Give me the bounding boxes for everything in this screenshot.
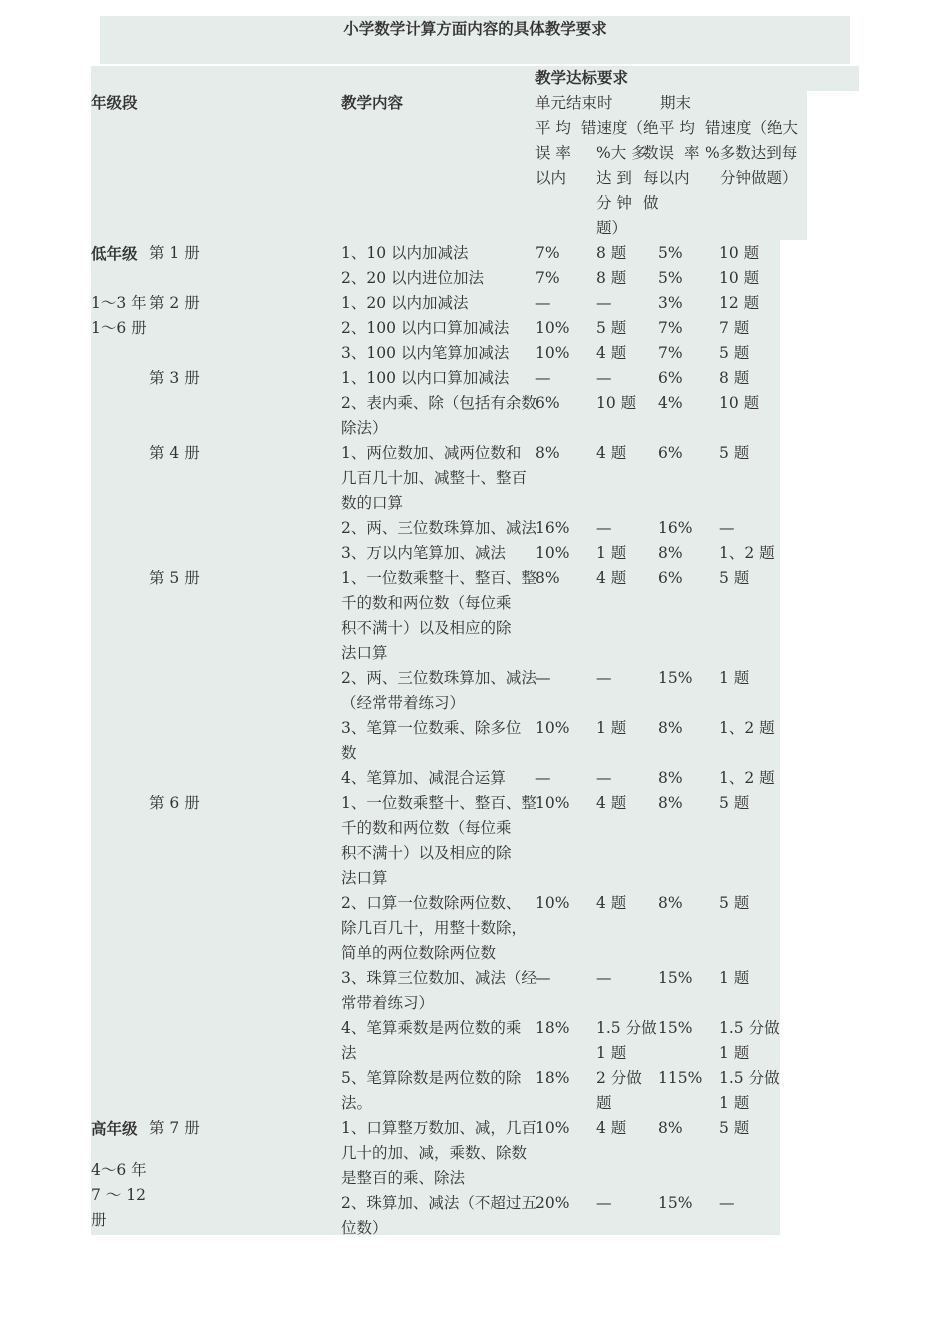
row-unit-speed: —: [596, 969, 612, 987]
header-term-speed: 错速度（绝大: [705, 119, 799, 137]
row-term-error: 6%: [658, 369, 683, 387]
row-content: 除法）: [341, 419, 388, 437]
row-term-speed: 5 题: [719, 894, 750, 912]
header-grade-band: 年级段: [91, 94, 138, 112]
row-content: 几百几十加、减整十、整百: [341, 469, 528, 487]
book-label: 第 6 册: [149, 794, 200, 812]
row-term-error: 5%: [658, 244, 683, 262]
row-unit-error: —: [535, 769, 551, 787]
grade-group-lower: 1～6 册: [91, 319, 147, 337]
row-term-error: 5%: [658, 269, 683, 287]
row-content: 位数）: [341, 1219, 388, 1237]
header-term-speed: %多数达到每: [705, 144, 798, 162]
header-unit-error-rate: 以内: [535, 169, 567, 187]
row-unit-speed: —: [596, 519, 612, 537]
row-unit-speed: —: [596, 294, 612, 312]
row-content: 2、珠算加、减法（不超过五: [341, 1194, 537, 1212]
row-unit-speed: —: [596, 369, 612, 387]
row-content: 是整百的乘、除法: [341, 1169, 466, 1187]
row-term-speed: 1 题: [719, 969, 750, 987]
row-term-error: 15%: [658, 969, 693, 987]
row-unit-speed: 8 题: [596, 244, 627, 262]
row-unit-speed: 4 题: [596, 569, 627, 587]
row-content: 2、100 以内口算加减法: [341, 319, 510, 337]
row-unit-speed: 5 题: [596, 319, 627, 337]
row-content: 3、100 以内笔算加减法: [341, 344, 510, 362]
row-term-error: 15%: [658, 1194, 693, 1212]
row-term-speed: 1 题: [719, 1094, 750, 1112]
row-term-error: 16%: [658, 519, 693, 537]
row-term-error: 8%: [658, 544, 683, 562]
row-term-speed: 10 题: [719, 244, 760, 262]
row-content: 2、20 以内进位加法: [341, 269, 485, 287]
row-unit-speed: 1.5 分做: [596, 1019, 657, 1037]
row-term-error: 15%: [658, 669, 693, 687]
row-term-error: 8%: [658, 894, 683, 912]
row-unit-error: 7%: [535, 269, 560, 287]
row-unit-error: —: [535, 294, 551, 312]
row-unit-speed: 1 题: [596, 719, 627, 737]
book-label: 第 2 册: [149, 294, 200, 312]
row-term-error: 6%: [658, 444, 683, 462]
row-unit-speed: 2 分做: [596, 1069, 642, 1087]
row-term-error: 15%: [658, 1019, 693, 1037]
header-unit-speed: %大 多: [596, 144, 647, 162]
header-term-error-rate: 率: [684, 144, 700, 162]
row-term-error: 115%: [658, 1069, 703, 1087]
row-content: 积不满十）以及相应的除: [341, 844, 512, 862]
row-term-error: 8%: [658, 794, 683, 812]
grade-group-upper: 高年级: [91, 1119, 138, 1138]
book-label: 第 7 册: [149, 1119, 200, 1137]
header-term-speed: 分钟做题）: [720, 169, 798, 187]
row-term-speed: 5 题: [719, 1119, 750, 1137]
header-unit-speed: 分 钟: [596, 194, 632, 212]
header-band: [91, 66, 859, 91]
row-content: 常带着练习）: [341, 994, 435, 1012]
row-unit-speed: 1 题: [596, 544, 627, 562]
row-term-error: 6%: [658, 569, 683, 587]
row-term-speed: 8 题: [719, 369, 750, 387]
row-term-speed: 1.5 分做: [719, 1069, 780, 1087]
row-unit-error: 10%: [535, 719, 570, 737]
grade-group-lower: 1～3 年: [91, 294, 147, 312]
row-content: 1、一位数乘整十、整百、整: [341, 569, 537, 587]
row-content: 3、万以内笔算加、减法: [341, 544, 506, 562]
row-content: 法口算: [341, 869, 388, 887]
row-content: 积不满十）以及相应的除: [341, 619, 512, 637]
row-unit-error: 10%: [535, 1119, 570, 1137]
row-term-error: 7%: [658, 319, 683, 337]
row-content: 1、20 以内加减法: [341, 294, 469, 312]
row-content: 1、两位数加、减两位数和: [341, 444, 522, 462]
row-term-speed: —: [719, 1194, 735, 1212]
row-unit-speed: 4 题: [596, 894, 627, 912]
row-content: 千的数和两位数（每位乘: [341, 819, 512, 837]
header-unit-speed-cont: 数误: [643, 144, 675, 162]
grade-group-lower: 低年级: [91, 244, 138, 263]
row-unit-error: 10%: [535, 894, 570, 912]
row-unit-error: 8%: [535, 444, 560, 462]
row-unit-error: 10%: [535, 319, 570, 337]
row-term-speed: —: [719, 519, 735, 537]
row-term-speed: 7 题: [719, 319, 750, 337]
row-term-speed: 10 题: [719, 269, 760, 287]
row-term-speed: 1 题: [719, 1044, 750, 1062]
grade-group-upper: 册: [91, 1211, 107, 1229]
header-requirement: 教学达标要求: [535, 69, 629, 87]
header-term-end: 期末: [660, 94, 692, 112]
row-unit-error: 7%: [535, 244, 560, 262]
row-term-speed: 5 题: [719, 344, 750, 362]
row-content: 4、笔算乘数是两位数的乘: [341, 1019, 522, 1037]
row-term-speed: 12 题: [719, 294, 760, 312]
grade-group-upper: 7 ～ 12: [91, 1186, 146, 1204]
row-term-error: 8%: [658, 1119, 683, 1137]
row-term-speed: 1.5 分做: [719, 1019, 780, 1037]
row-unit-error: 18%: [535, 1069, 570, 1087]
row-content: 1、口算整万数加、减，几百: [341, 1119, 537, 1137]
row-unit-speed: 1 题: [596, 1044, 627, 1062]
row-term-error: 3%: [658, 294, 683, 312]
row-term-speed: 1、2 题: [719, 769, 775, 787]
row-term-speed: 10 题: [719, 394, 760, 412]
row-content: 数的口算: [341, 494, 404, 512]
header-content: 教学内容: [341, 94, 404, 112]
row-term-speed: 1、2 题: [719, 544, 775, 562]
row-unit-speed: 4 题: [596, 1119, 627, 1137]
row-content: 1、100 以内口算加减法: [341, 369, 510, 387]
row-content: 法: [341, 1044, 357, 1062]
row-term-speed: 5 题: [719, 444, 750, 462]
row-content: 几十的加、减，乘数、除数: [341, 1144, 528, 1162]
row-content: 2、表内乘、除（包括有余数: [341, 394, 537, 412]
header-unit-error-rate: 平 均: [535, 119, 571, 137]
header-unit-speed-cont: 做: [643, 194, 659, 212]
row-content: 3、珠算三位数加、减法（经: [341, 969, 537, 987]
book-label: 第 3 册: [149, 369, 200, 387]
row-unit-speed: 题: [596, 1094, 612, 1112]
row-term-speed: 5 题: [719, 569, 750, 587]
book-label: 第 4 册: [149, 444, 200, 462]
header-unit-speed: 错速度（绝: [581, 119, 659, 137]
header-term-error-rate: 平 均: [659, 119, 695, 137]
row-content: 4、笔算加、减混合运算: [341, 769, 506, 787]
row-content: 千的数和两位数（每位乘: [341, 594, 512, 612]
row-content: 除几百几十，用整十数除，: [341, 919, 528, 937]
row-unit-error: 8%: [535, 569, 560, 587]
header-unit-end: 单元结束时: [535, 94, 613, 112]
row-content: 简单的两位数除两位数: [341, 944, 497, 962]
row-unit-speed: 10 题: [596, 394, 637, 412]
row-unit-error: 10%: [535, 544, 570, 562]
row-unit-error: 18%: [535, 1019, 570, 1037]
page-title: 小学数学计算方面内容的具体教学要求: [343, 20, 607, 38]
row-content: （经常带着练习）: [341, 694, 466, 712]
row-unit-error: 16%: [535, 519, 570, 537]
row-unit-error: 10%: [535, 794, 570, 812]
row-unit-speed: 8 题: [596, 269, 627, 287]
book-label: 第 1 册: [149, 244, 200, 262]
header-unit-error-rate: 误 率: [535, 144, 571, 162]
row-unit-error: —: [535, 669, 551, 687]
row-term-speed: 5 题: [719, 794, 750, 812]
row-content: 数: [341, 744, 357, 762]
row-content: 3、笔算一位数乘、除多位: [341, 719, 522, 737]
row-content: 1、一位数乘整十、整百、整: [341, 794, 537, 812]
row-content: 5、笔算除数是两位数的除: [341, 1069, 522, 1087]
row-content: 1、10 以内加减法: [341, 244, 469, 262]
row-unit-speed: 4 题: [596, 344, 627, 362]
row-unit-error: 6%: [535, 394, 560, 412]
header-unit-speed-cont: 每以内: [643, 169, 690, 187]
row-content: 2、两、三位数珠算加、减法: [341, 519, 537, 537]
row-unit-error: 10%: [535, 344, 570, 362]
row-term-error: 8%: [658, 719, 683, 737]
row-unit-speed: —: [596, 669, 612, 687]
grade-group-upper: 4～6 年: [91, 1161, 147, 1179]
row-unit-error: —: [535, 969, 551, 987]
header-unit-speed: 达 到: [596, 169, 632, 187]
row-unit-error: 20%: [535, 1194, 570, 1212]
row-unit-speed: —: [596, 1194, 612, 1212]
row-unit-speed: 4 题: [596, 794, 627, 812]
row-unit-speed: 4 题: [596, 444, 627, 462]
row-term-speed: 1、2 题: [719, 719, 775, 737]
row-term-speed: 1 题: [719, 669, 750, 687]
row-term-error: 4%: [658, 394, 683, 412]
row-unit-speed: —: [596, 769, 612, 787]
row-content: 法。: [341, 1094, 373, 1112]
row-term-error: 8%: [658, 769, 683, 787]
row-content: 法口算: [341, 644, 388, 662]
row-unit-error: —: [535, 369, 551, 387]
book-label: 第 5 册: [149, 569, 200, 587]
header-unit-speed: 题）: [596, 219, 628, 237]
row-content: 2、两、三位数珠算加、减法: [341, 669, 537, 687]
row-term-error: 7%: [658, 344, 683, 362]
row-content: 2、口算一位数除两位数、: [341, 894, 522, 912]
